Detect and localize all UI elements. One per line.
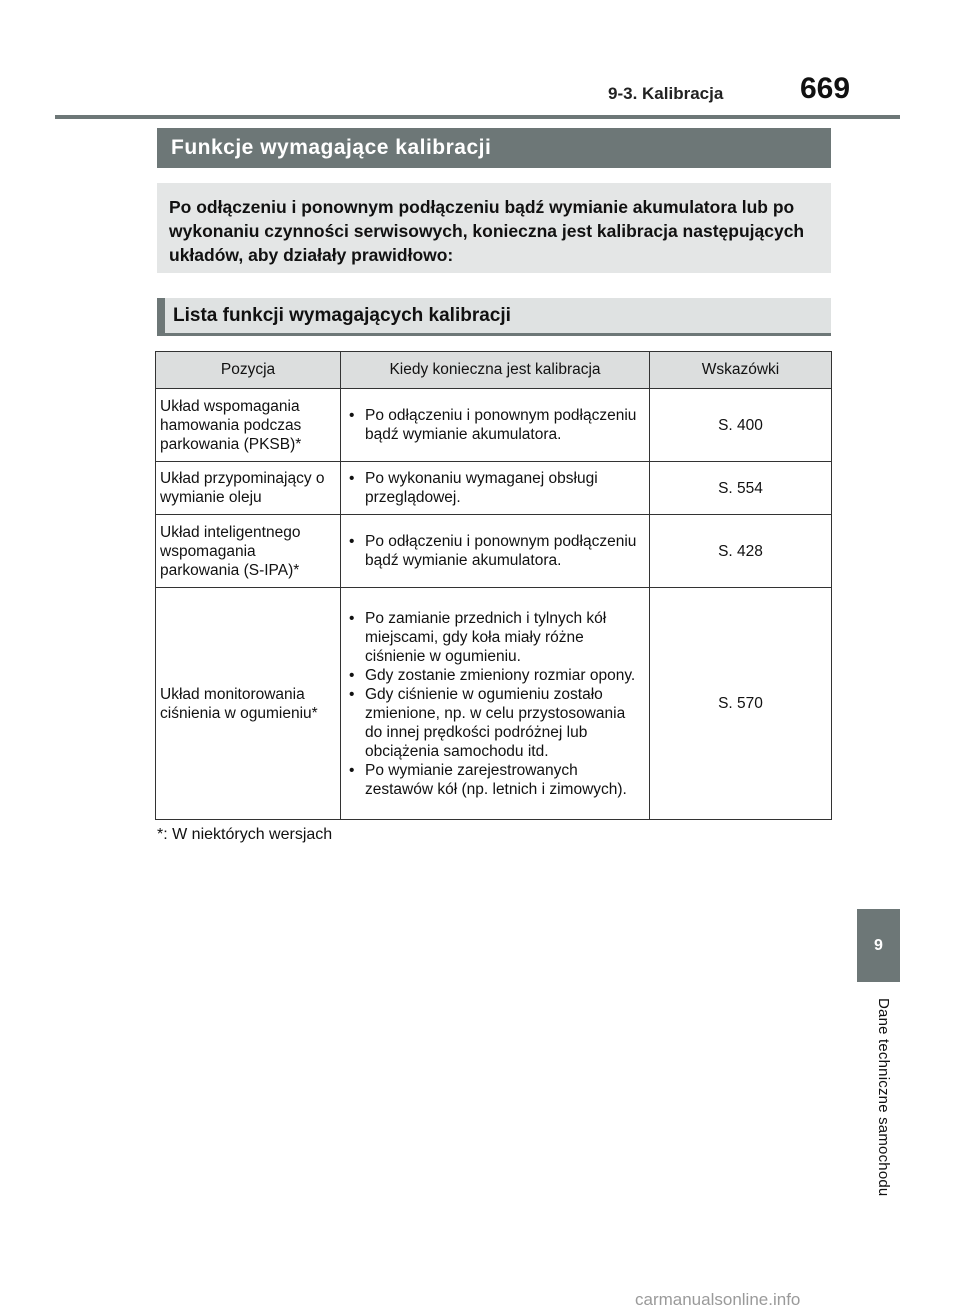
chapter-tab — [857, 909, 900, 982]
list-item: • Po odłączeniu i ponownym podłączeniu bądź wymianie akumulatora. — [345, 532, 645, 570]
table-header-row — [156, 352, 832, 389]
table-cell-item: Układ monitorowania ciśnienia w ogumieniu* — [156, 588, 341, 820]
intro-paragraph: Po odłączeniu i ponownym podłączeniu bądź wymianie akumulatora lub po wykonaniu czynności serwisowych, konieczna jest kalibracja następujących układów, aby działały prawidłowo: — [157, 183, 831, 273]
column-header-item: Pozycja — [156, 352, 341, 389]
list-item: • Po wymianie zarejestrowanych zestawów kół (np. letnich i zimowych). — [345, 761, 645, 799]
table-row — [156, 515, 832, 588]
table-row — [156, 462, 832, 515]
table-cell-item: Układ przypominający o wymianie oleju — [156, 462, 341, 515]
list-item: • Gdy zostanie zmieniony rozmiar opony. — [345, 666, 645, 685]
table-cell-when — [341, 588, 650, 820]
column-header-when: Kiedy konieczna jest kalibracja — [341, 352, 650, 389]
section-title: Funkcje wymagające kalibracji — [157, 128, 831, 168]
list-item: • Po odłączeniu i ponownym podłączeniu bądź wymianie akumulatora. — [345, 406, 645, 444]
list-title: Lista funkcji wymagających kalibracji — [157, 298, 831, 336]
running-header-section: 9-3. Kalibracja — [608, 84, 724, 103]
table-cell-item: Układ inteligentnego wspomagania parkowania (S-IPA)* — [156, 515, 341, 588]
chapter-title: Dane techniczne samochodu — [875, 998, 892, 1197]
table-cell-reference: S. 570 — [650, 588, 832, 820]
table-cell-reference: S. 400 — [650, 389, 832, 462]
calibration-table — [155, 351, 832, 820]
table-row — [156, 588, 832, 820]
table-row — [156, 389, 832, 462]
watermark: carmanualsonline.info — [635, 1290, 801, 1309]
chapter-number: 9 — [874, 936, 883, 954]
table-cell-item: Układ wspomagania hamowania podczas parkowania (PKSB)* — [156, 389, 341, 462]
column-header-reference: Wskazówki — [650, 352, 832, 389]
header-divider — [55, 115, 900, 119]
table-cell-when — [341, 462, 650, 515]
list-item: • Gdy ciśnienie w ogumieniu zostało zmienione, np. w celu przystosowania do innej prędkości podróżnej lub obciążenia samochodu itd. — [345, 685, 645, 761]
table-cell-when — [341, 389, 650, 462]
page-number: 669 — [800, 72, 851, 105]
table-cell-reference: S. 428 — [650, 515, 832, 588]
footnote: *: W niektórych wersjach — [157, 826, 333, 843]
list-item: • Po wykonaniu wymaganej obsługi przeglądowej. — [345, 469, 645, 507]
list-item: • Po zamianie przednich i tylnych kół miejscami, gdy koła miały różne ciśnienie w ogumieniu. — [345, 609, 645, 666]
table-cell-reference: S. 554 — [650, 462, 832, 515]
table-cell-when — [341, 515, 650, 588]
